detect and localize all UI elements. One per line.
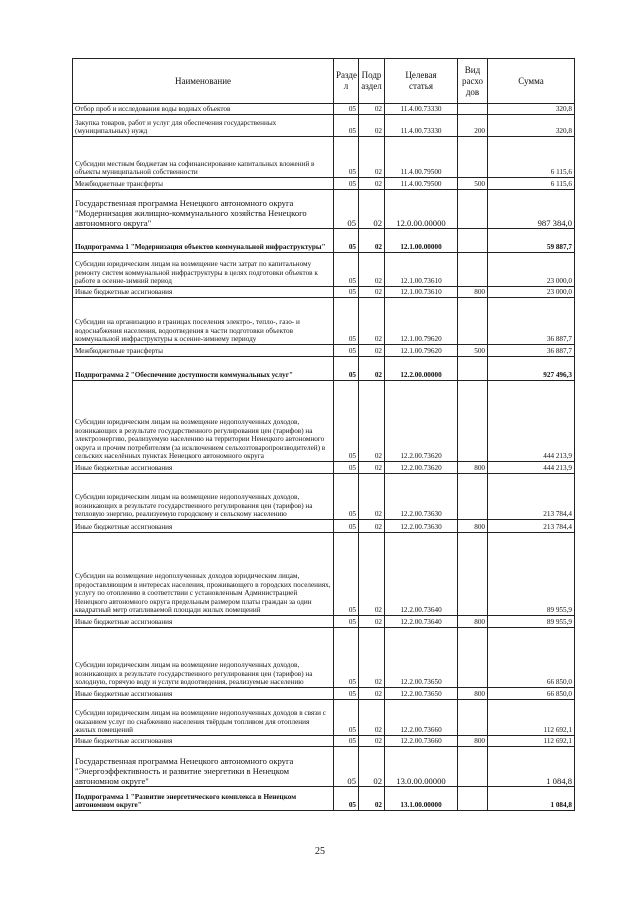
cell-article: 13.1.00.00000: [385, 787, 458, 811]
cell-section: 05: [334, 137, 359, 178]
cell-vid: [458, 253, 488, 287]
cell-section: 05: [334, 115, 359, 137]
cell-article: 12.2.00.73650: [385, 688, 458, 700]
cell-subsection: 02: [359, 533, 385, 616]
cell-article: 12.2.00.73660: [385, 700, 458, 736]
cell-subsection: 02: [359, 616, 385, 628]
cell-vid: [458, 787, 488, 811]
cell-section: 05: [334, 104, 359, 115]
cell-vid: [458, 229, 488, 253]
cell-sum: 23 000,0: [488, 287, 575, 298]
table-row: [73, 190, 575, 229]
cell-article: 12.1.00.79620: [385, 345, 458, 357]
cell-article: 12.2.00.73630: [385, 520, 458, 533]
table-row: [73, 357, 575, 381]
cell-name: Государственная программа Ненецкого автономного округа "Энергоэффективность и развитие энергетики в Ненецком автономном округе": [73, 747, 334, 787]
cell-article: 11.4.00.79500: [385, 137, 458, 178]
page-number: 25: [315, 846, 325, 857]
table-row: [73, 736, 575, 747]
cell-subsection: 02: [359, 178, 385, 190]
cell-vid: 800: [458, 736, 488, 747]
cell-sum: 213 784,4: [488, 520, 575, 533]
cell-name: Подпрограмма 1 "Модернизация объектов коммунальной инфраструктуры": [73, 229, 334, 253]
cell-sum: 89 955,9: [488, 533, 575, 616]
cell-article: 12.2.00.73640: [385, 616, 458, 628]
cell-subsection: 02: [359, 115, 385, 137]
cell-sum: 1 084,8: [488, 787, 575, 811]
cell-subsection: 02: [359, 253, 385, 287]
cell-article: 12.1.00.00000: [385, 229, 458, 253]
cell-subsection: 02: [359, 462, 385, 474]
table-row: [73, 115, 575, 137]
table-row: [73, 229, 575, 253]
table-row: [73, 104, 575, 115]
cell-vid: [458, 628, 488, 688]
table-row: [73, 616, 575, 628]
table-row: [73, 533, 575, 616]
cell-name: Субсидии юридическим лицам на возмещение недополученных доходов, возникающих в результате государственного регулирования цен (тарифов) на холодную, горячую воду и услуги водоотведения, реализуемые населению: [73, 628, 334, 688]
cell-sum: 320,8: [488, 115, 575, 137]
cell-section: 05: [334, 287, 359, 298]
cell-vid: 500: [458, 345, 488, 357]
cell-sum: 23 000,0: [488, 253, 575, 287]
cell-name: Закупка товаров, работ и услуг для обеспечения государственных (муниципальных) нужд: [73, 115, 334, 137]
header-section: Разде л: [334, 59, 359, 104]
table-row: [73, 253, 575, 287]
cell-section: 05: [334, 628, 359, 688]
cell-vid: 800: [458, 520, 488, 533]
budget-table: [72, 58, 575, 811]
cell-name: Иные бюджетные ассигнования: [73, 462, 334, 474]
cell-sum: 927 496,3: [488, 357, 575, 381]
header-article: Целевая статья: [385, 59, 458, 104]
table-row: [73, 628, 575, 688]
cell-sum: 444 213,9: [488, 462, 575, 474]
cell-name: Субсидии на возмещение недополученных доходов юридическим лицам, предоставляющим в интересах населения, проживающего в городских поселениях, услугу по отоплению в соответствии с установленным Администрацией Ненецкого автономного округа предельным размером платы граждан за один квадратный метр отапливаемой площади жилых помещений: [73, 533, 334, 616]
cell-article: 12.2.00.73660: [385, 736, 458, 747]
cell-vid: 800: [458, 616, 488, 628]
cell-subsection: 02: [359, 104, 385, 115]
cell-vid: [458, 533, 488, 616]
cell-article: 12.2.00.73620: [385, 462, 458, 474]
cell-article: 12.2.00.73650: [385, 628, 458, 688]
cell-section: 05: [334, 616, 359, 628]
cell-article: 12.1.00.73610: [385, 253, 458, 287]
cell-sum: 66 850,0: [488, 628, 575, 688]
cell-subsection: 02: [359, 688, 385, 700]
cell-article: 12.1.00.79620: [385, 298, 458, 345]
cell-subsection: 02: [359, 298, 385, 345]
cell-name: Субсидии на организацию в границах поселения электро-, тепло-, газо- и водоснабжения населения, водоотведения в части подготовки объектов коммунальной инфраструктуры к осенне-зимнему периоду: [73, 298, 334, 345]
cell-subsection: 02: [359, 190, 385, 229]
cell-section: 05: [334, 229, 359, 253]
cell-name: Подпрограмма 1 "Развитие энергетического комплекса в Ненецком автономном округе": [73, 787, 334, 811]
table-row: [73, 688, 575, 700]
cell-subsection: 02: [359, 474, 385, 520]
cell-sum: 213 784,4: [488, 474, 575, 520]
cell-section: 05: [334, 747, 359, 787]
table-row: [73, 137, 575, 178]
table-row: [73, 298, 575, 345]
cell-sum: 66 850,0: [488, 688, 575, 700]
cell-name: Иные бюджетные ассигнования: [73, 287, 334, 298]
cell-name: Субсидии местным бюджетам на софинансирование капитальных вложений в объекты муниципальной собственности: [73, 137, 334, 178]
cell-vid: [458, 104, 488, 115]
cell-section: 05: [334, 700, 359, 736]
cell-article: 11.4.00.73330: [385, 115, 458, 137]
cell-subsection: 02: [359, 381, 385, 462]
cell-section: 05: [334, 787, 359, 811]
cell-vid: [458, 190, 488, 229]
table-row: [73, 287, 575, 298]
table-row: [73, 178, 575, 190]
cell-sum: 987 384,0: [488, 190, 575, 229]
cell-sum: 6 115,6: [488, 178, 575, 190]
cell-section: 05: [334, 688, 359, 700]
cell-article: 13.0.00.00000: [385, 747, 458, 787]
table-row: [73, 787, 575, 811]
cell-section: 05: [334, 253, 359, 287]
cell-subsection: 02: [359, 787, 385, 811]
cell-sum: 36 887,7: [488, 345, 575, 357]
table-row: [73, 700, 575, 736]
cell-name: Отбор проб и исследования воды водных объектов: [73, 104, 334, 115]
cell-name: Подпрограмма 2 "Обеспечение доступности коммунальных услуг": [73, 357, 334, 381]
cell-subsection: 02: [359, 736, 385, 747]
cell-subsection: 02: [359, 520, 385, 533]
table-row: [73, 474, 575, 520]
table-row: [73, 381, 575, 462]
cell-sum: 1 084,8: [488, 747, 575, 787]
cell-section: 05: [334, 533, 359, 616]
cell-section: 05: [334, 474, 359, 520]
cell-vid: [458, 357, 488, 381]
cell-name: Межбюджетные трансферты: [73, 178, 334, 190]
cell-subsection: 02: [359, 357, 385, 381]
header-subsection: Подр аздел: [359, 59, 385, 104]
cell-subsection: 02: [359, 345, 385, 357]
table-header-row: [73, 59, 575, 104]
cell-subsection: 02: [359, 287, 385, 298]
cell-sum: 444 213,9: [488, 381, 575, 462]
header-vid: Вид расхо дов: [458, 59, 488, 104]
cell-article: 12.1.00.73610: [385, 287, 458, 298]
cell-section: 05: [334, 357, 359, 381]
cell-name: Иные бюджетные ассигнования: [73, 688, 334, 700]
cell-subsection: 02: [359, 700, 385, 736]
cell-name: Иные бюджетные ассигнования: [73, 520, 334, 533]
cell-article: 11.4.00.79500: [385, 178, 458, 190]
cell-name: Субсидии юридическим лицам на возмещение части затрат по капитальному ремонту систем коммунальной инфраструктуры в целях подготовки объектов к работе в осенне-зимний период: [73, 253, 334, 287]
cell-sum: 36 887,7: [488, 298, 575, 345]
cell-subsection: 02: [359, 229, 385, 253]
cell-name: Иные бюджетные ассигнования: [73, 736, 334, 747]
cell-section: 05: [334, 345, 359, 357]
cell-article: 12.2.00.00000: [385, 357, 458, 381]
cell-section: 05: [334, 178, 359, 190]
header-name: Наименование: [73, 59, 334, 104]
cell-vid: [458, 474, 488, 520]
cell-section: 05: [334, 520, 359, 533]
document-page: [72, 58, 574, 811]
cell-sum: 89 955,9: [488, 616, 575, 628]
cell-vid: [458, 137, 488, 178]
table-row: [73, 345, 575, 357]
cell-vid: 200: [458, 115, 488, 137]
cell-sum: 6 115,6: [488, 137, 575, 178]
cell-name: Субсидии юридическим лицам на возмещение недополученных доходов, возникающих в результате государственного регулирования цен (тарифов) на тепловую энергию, реализуемую городскому и сельскому населению: [73, 474, 334, 520]
cell-section: 05: [334, 462, 359, 474]
cell-vid: [458, 298, 488, 345]
cell-article: 11.4.00.73330: [385, 104, 458, 115]
cell-name: Субсидии юридическим лицам на возмещение недополученных доходов в связи с оказанием услуг по снабжению населения твёрдым топливом для отопления жилых помещений: [73, 700, 334, 736]
cell-name: Государственная программа Ненецкого автономного округа "Модернизация жилищно-коммунального хозяйства Ненецкого автономного округа": [73, 190, 334, 229]
cell-sum: 112 692,1: [488, 736, 575, 747]
cell-article: 12.0.00.00000: [385, 190, 458, 229]
cell-vid: 800: [458, 462, 488, 474]
cell-sum: 112 692,1: [488, 700, 575, 736]
header-sum: Сумма: [488, 59, 575, 104]
cell-article: 12.2.00.73640: [385, 533, 458, 616]
cell-subsection: 02: [359, 747, 385, 787]
cell-vid: [458, 747, 488, 787]
cell-vid: 500: [458, 178, 488, 190]
cell-vid: 800: [458, 287, 488, 298]
cell-vid: [458, 700, 488, 736]
cell-section: 05: [334, 736, 359, 747]
table-row: [73, 462, 575, 474]
cell-vid: [458, 381, 488, 462]
cell-section: 05: [334, 381, 359, 462]
cell-section: 05: [334, 298, 359, 345]
cell-name: Субсидии юридическим лицам на возмещение недополученных доходов, возникающих в результате государственного регулирования цен (тарифов) на электроэнергию, реализуемую населению на территории Ненецкого автономного округа и прочим потребителям (за исключением сельхозтоваропроизводителей) в сельских населённых пунктах Ненецкого автономного округа: [73, 381, 334, 462]
cell-section: 05: [334, 190, 359, 229]
cell-name: Иные бюджетные ассигнования: [73, 616, 334, 628]
cell-vid: 800: [458, 688, 488, 700]
cell-sum: 59 887,7: [488, 229, 575, 253]
cell-subsection: 02: [359, 137, 385, 178]
cell-sum: 320,8: [488, 104, 575, 115]
cell-article: 12.2.00.73620: [385, 381, 458, 462]
cell-article: 12.2.00.73630: [385, 474, 458, 520]
cell-name: Межбюджетные трансферты: [73, 345, 334, 357]
table-row: [73, 747, 575, 787]
cell-subsection: 02: [359, 628, 385, 688]
table-row: [73, 520, 575, 533]
